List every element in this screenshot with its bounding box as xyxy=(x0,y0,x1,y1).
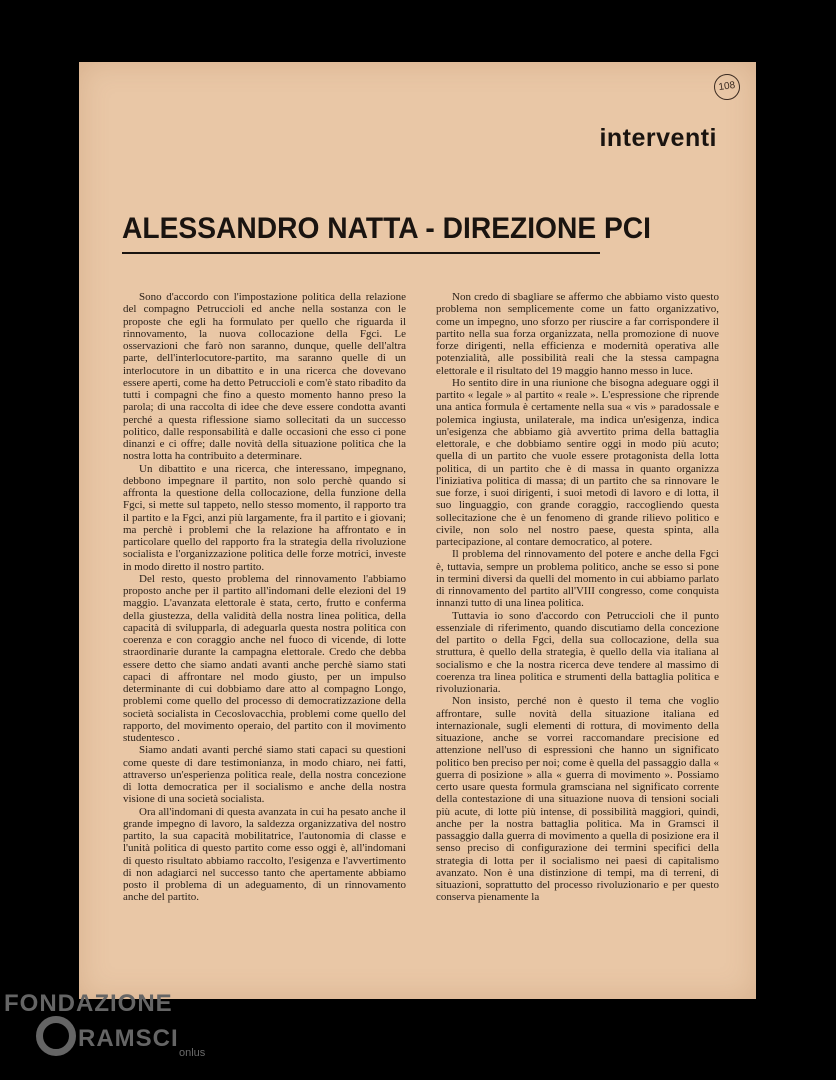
watermark-line-2 xyxy=(36,1016,179,1056)
section-heading: interventi xyxy=(599,124,717,152)
fondazione-gramsci-watermark xyxy=(4,990,206,1059)
paragraph: Un dibattito e una ricerca, che interessano, impegnano, debbono impegnare il partito, non solo perchè quando si affronta la questione della collocazione, della funzione della Fgci, si mette sul tappeto, nello stesso momento, il rapporto tra il partito e la Fgci, anzi più largamente, fra il partito e i giovani; ma perchè i problemi che la relazione ha affrontato e in particolare quello del rapporto fra la strategia della rivoluzione socialista e l'organizzazione politica delle forze motrici, investe in modo diretto il nostro partito. xyxy=(123,462,406,573)
page-number-mark: 108 xyxy=(712,72,741,101)
article-title: ALESSANDRO NATTA - DIREZIONE PCI xyxy=(122,212,652,245)
title-underline xyxy=(122,252,600,254)
g-logo-icon xyxy=(36,1016,76,1056)
paragraph: Il problema del rinnovamento del potere e anche della Fgci è, tuttavia, sempre un problema politico, anche se esso si pone in termini diversi da quelli del momento in cui abbiamo parlato di rinnovamento del partito all'VIII congresso, come conquista innanzi tutto di una linea politica. xyxy=(436,548,719,610)
paragraph: Ho sentito dire in una riunione che bisogna adeguare oggi il partito « legale » al partito « reale ». L'espressione che riprende una antica formula è certamente nella sua « vis » paradossale e polemica ingiusta, unilaterale, ma indica un'esigenza, indica un'esigenza che abbiamo già avvertito prima della battaglia elettorale, e che dobbiamo sentire oggi in modo più acuto; quella di un partito che vuole essere protagonista della lotta politica, di un partito che è di massa in quanto organizza l'iniziativa politica di massa; di un partito che sa rinnovare le sue forze, i suoi dirigenti, i suoi metodi di lavoro e di lotta, il suo linguaggio, con grande coraggio, raccogliendo questa sollecitazione che è un fenomeno di grande rilievo politico e civile, non solo nel nostro paese, questa spinta, alla partecipazione, al contare democratico, al potere. xyxy=(436,376,719,548)
watermark-subtitle: onlus xyxy=(179,1047,206,1059)
paragraph: Sono d'accordo con l'impostazione politica della relazione del compagno Petruccioli ed anche nella sostanza con le proposte che egli ha formulato per quello che riguarda il rinnovamento, la nuova collocazione della Fgci. Le osservazioni che farò non saranno, dunque, quelle dell'altra parte, dell'interlocutore-partito, ma saranno quelle di un interlocutore in un dibattito e in una ricerca che dovevano essere aperti, come ha detto Petruccioli e com'è stato ribadito da tutti i compagni che fino a questo momento hanno preso la parola; di una raccolta di idee che deve essere condotta avanti perché a questa riflessione siamo sollecitati da un successo politico, dalle responsabilità e dalle occasioni che esso ci pone dinanzi e ci offre; dalle novità della situazione politica che la nostra lotta ha contribuito a determinare. xyxy=(123,291,406,463)
watermark-line-1: FONDAZIONE xyxy=(4,990,173,1017)
paragraph: Del resto, questo problema del rinnovamento l'abbiamo proposto anche per il partito all'indomani delle elezioni del 19 maggio. L'avanzata elettorale è stata, certo, frutto e conferma della giustezza, della validità della nostra linea politica, della capacità di svilupparla, di adeguarla questa nostra politica con coerenza e con coraggio anche nel fuoco di vicende, di lotte straordinarie durante la campagna elettorale. Credo che debba essere detto che siamo andati avanti anche perchè siamo stati capaci di affrontare nel modo giusto, per un impulso determinante di cui dobbiamo dare atto al compagno Longo, problemi come quello del processo di democratizzazione della società socialista in Cecoslovacchia, problemi come quello del rapporto, del movimento operaio, del partito con il movimento studentesco . xyxy=(123,572,406,744)
paragraph: Non credo di sbagliare se affermo che abbiamo visto questo problema non semplicemente come un fatto organizzativo, come un impegno, uno sforzo per riuscire a far corrispondere il partito nella sua forza organizzata, nella promozione di nuove forze dirigenti, nella efficienza e modernità operativa alle potenzialità, alle possibilità reali che la stessa campagna elettorale e il risultato del 19 maggio hanno messo in luce. xyxy=(436,291,719,377)
paragraph: Tuttavia io sono d'accordo con Petruccioli che il punto essenziale di riferimento, quando discutiamo della concezione del partito o della Fgci, della sua collocazione, della sua struttura, è quello della strategia, è quello della via italiana al socialismo e che la nostra ricerca deve tendere al massimo di coerenza tra linea politica e strumenti della battaglia politica e rivoluzionaria. xyxy=(436,609,719,695)
text-column-left xyxy=(123,291,406,904)
watermark-line-2-text: RAMSCI xyxy=(78,1025,179,1052)
paragraph: Ora all'indomani di questa avanzata in cui ha pesato anche il grande impegno di lavoro, la saldezza organizzativa del nostro partito, la sua capacità mobilitatrice, l'autonomia di classe e l'unità politica di questo partito come esso oggi è, all'indomani di questo risultato abbiamo raccolto, l'esigenza e l'avvertimento di non adagiarci nel successo tanto che apertamente abbiamo posto il problema di un adeguamento, di un rinnovamento anche del partito. xyxy=(123,805,406,904)
text-column-right xyxy=(436,291,719,904)
paragraph: Non insisto, perché non è questo il tema che voglio affrontare, sulle novità della situazione italiana ed internazionale, sugli elementi di rottura, di movimento della situazione, anche se vorrei raccomandare precisione ed attenzione nell'uso di espressioni che hanno un significato politico ben preciso per noi; come è quella del passaggio dalla « guerra di posizione » alla « guerra di movimento ». Possiamo certo usare questa formula gramsciana nel significato corrente della contestazione di una situazione nuova di tensioni sociali più acute, di lotte più intense, di possibilità maggiori, quindi, anche per la nostra battaglia politica. Ma in Gramsci il passaggio dalla guerra di movimento a quella di posizione era il senso preciso di configurazione dei termini specifici della strategia di lotta per il socialismo nei paesi di capitalismo avanzato. Non è una distinzione di tempi, ma di terreni, di situazioni, soprattutto del processo rivoluzionario e per questo conserva pienamente la xyxy=(436,695,719,904)
paragraph: Siamo andati avanti perché siamo stati capaci su questioni come queste di dare testimonianza, in modo chiaro, nei fatti, attraverso un'esperienza politica reale, della nostra concezione di lotta democratica per il socialismo e anche della nostra visione di una società socialista. xyxy=(123,744,406,806)
